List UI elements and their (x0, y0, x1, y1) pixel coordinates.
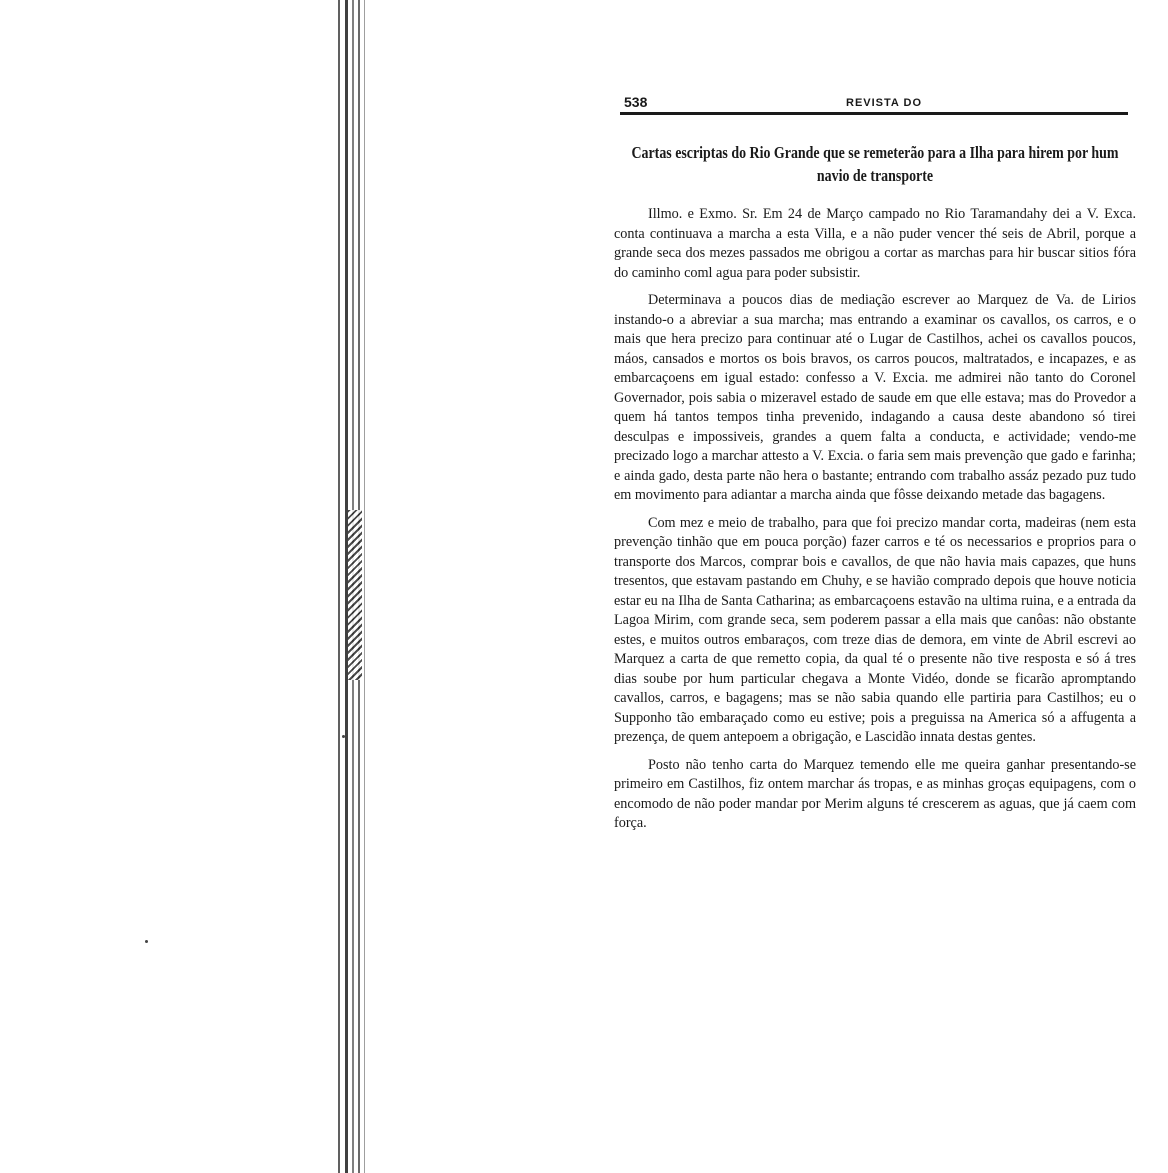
running-head (614, 88, 1136, 110)
book-binding-gutter (336, 0, 376, 1173)
book-page (614, 88, 1136, 842)
running-title: REVISTA DO (846, 97, 923, 109)
gutter-line (364, 0, 365, 1173)
paragraph: Determinava a poucos dias de mediação escrever ao Marquez de Va. de Lirios instando-o a abreviar a sua marcha; mas entrando a examinar os cavallos, os carros, e o mais que hera precizo para continuar até o Lugar de Castilhos, achei os cavallos poucos, máos, cansados e mortos os bois bravos, os carros poucos, maltratados, e incapazes, e as embarcaçoens em igual estado: confesso a V. Excia. me admirei não tanto do Coronel Governador, pois sabia o mizeravel estado de saude em que elle estava; mas do Provedor a quem há tantos tempos tinha prevenido, indagando a causa deste abandono só tirei desculpas e impossiveis, grandes a quem falta a conducta, e actividade; vendo-me precizado logo a marchar attesto a V. Excia. o faria sem mais prevenção que gado e farinha; e ainda gado, desta parte não hera o bastante; entrando com trabalho assáz pezado puz tudo em movimento para adiantar a marcha ainda que fôsse deixando metade das bagagens. (614, 292, 1136, 503)
header-rule (620, 112, 1128, 115)
paragraph: Com mez e meio de trabalho, para que foi precizo mandar corta, madeiras (nem esta prevenção tinhão que em pouca porção) fazer carros e té os necessarios e proprios para o transporte dos Marcos, comprar bois e cavallos, de que não havia mais capazes, que huns tresentos, que estavam pastando em Chuhy, e se havião comprado depois que houve noticia estar eu na Ilha de Santa Catharina; as embarcaçoens estavão na ultima ruina, e a entrada da Lagoa Mirim, com grande seca, sem poderem passar a ella mais que canôas: não obstante estes, e muitos outros embaraços, com treze dias de demora, em vinte de Abril escrevi ao Marquez a carta de que remetto copia, da qual té o presente não tive resposta e só á tres dias soube por hum particular chegava a Monte Vidéo, donde se ficarão apromptando cavallos, carros, e bagagens; mas se não sabia quando elle partiria para Castilhos; eu o Supponho tão embaraçado como eu estive; pois a preguissa na America só a affugenta a prezença, de quem antepoem a obrigação, e Lascidão innata destas gentes. (614, 514, 1136, 745)
gutter-shadow (348, 510, 362, 680)
article-title: Cartas escriptas do Rio Grande que se remeterão para a Ilha para hirem por hum navio de transporte (631, 143, 1119, 185)
scan-speck (342, 735, 345, 738)
paragraph: Illmo. e Exmo. Sr. Em 24 de Março campado no Rio Taramandahy dei a V. Exca. conta continuava a marcha a esta Villa, e a não puder vencer thé seis de Abril, porque a grande seca dos mezes passados me obrigou a cortar as marchas para hir buscar sitios fóra do caminho coml agua para poder subsistir. (614, 206, 1136, 281)
paragraph: Posto não tenho carta do Marquez temendo elle me queira ganhar presentando-se primeiro em Castilhos, fiz ontem marchar ás tropas, e as minhas groças equipagens, com o encomodo de não poder mandar por Merim alguns té crescerem as aguas, que já caem com força. (614, 756, 1136, 831)
scan-speck (145, 940, 148, 943)
page-number: 538 (624, 94, 648, 110)
gutter-line (338, 0, 340, 1173)
